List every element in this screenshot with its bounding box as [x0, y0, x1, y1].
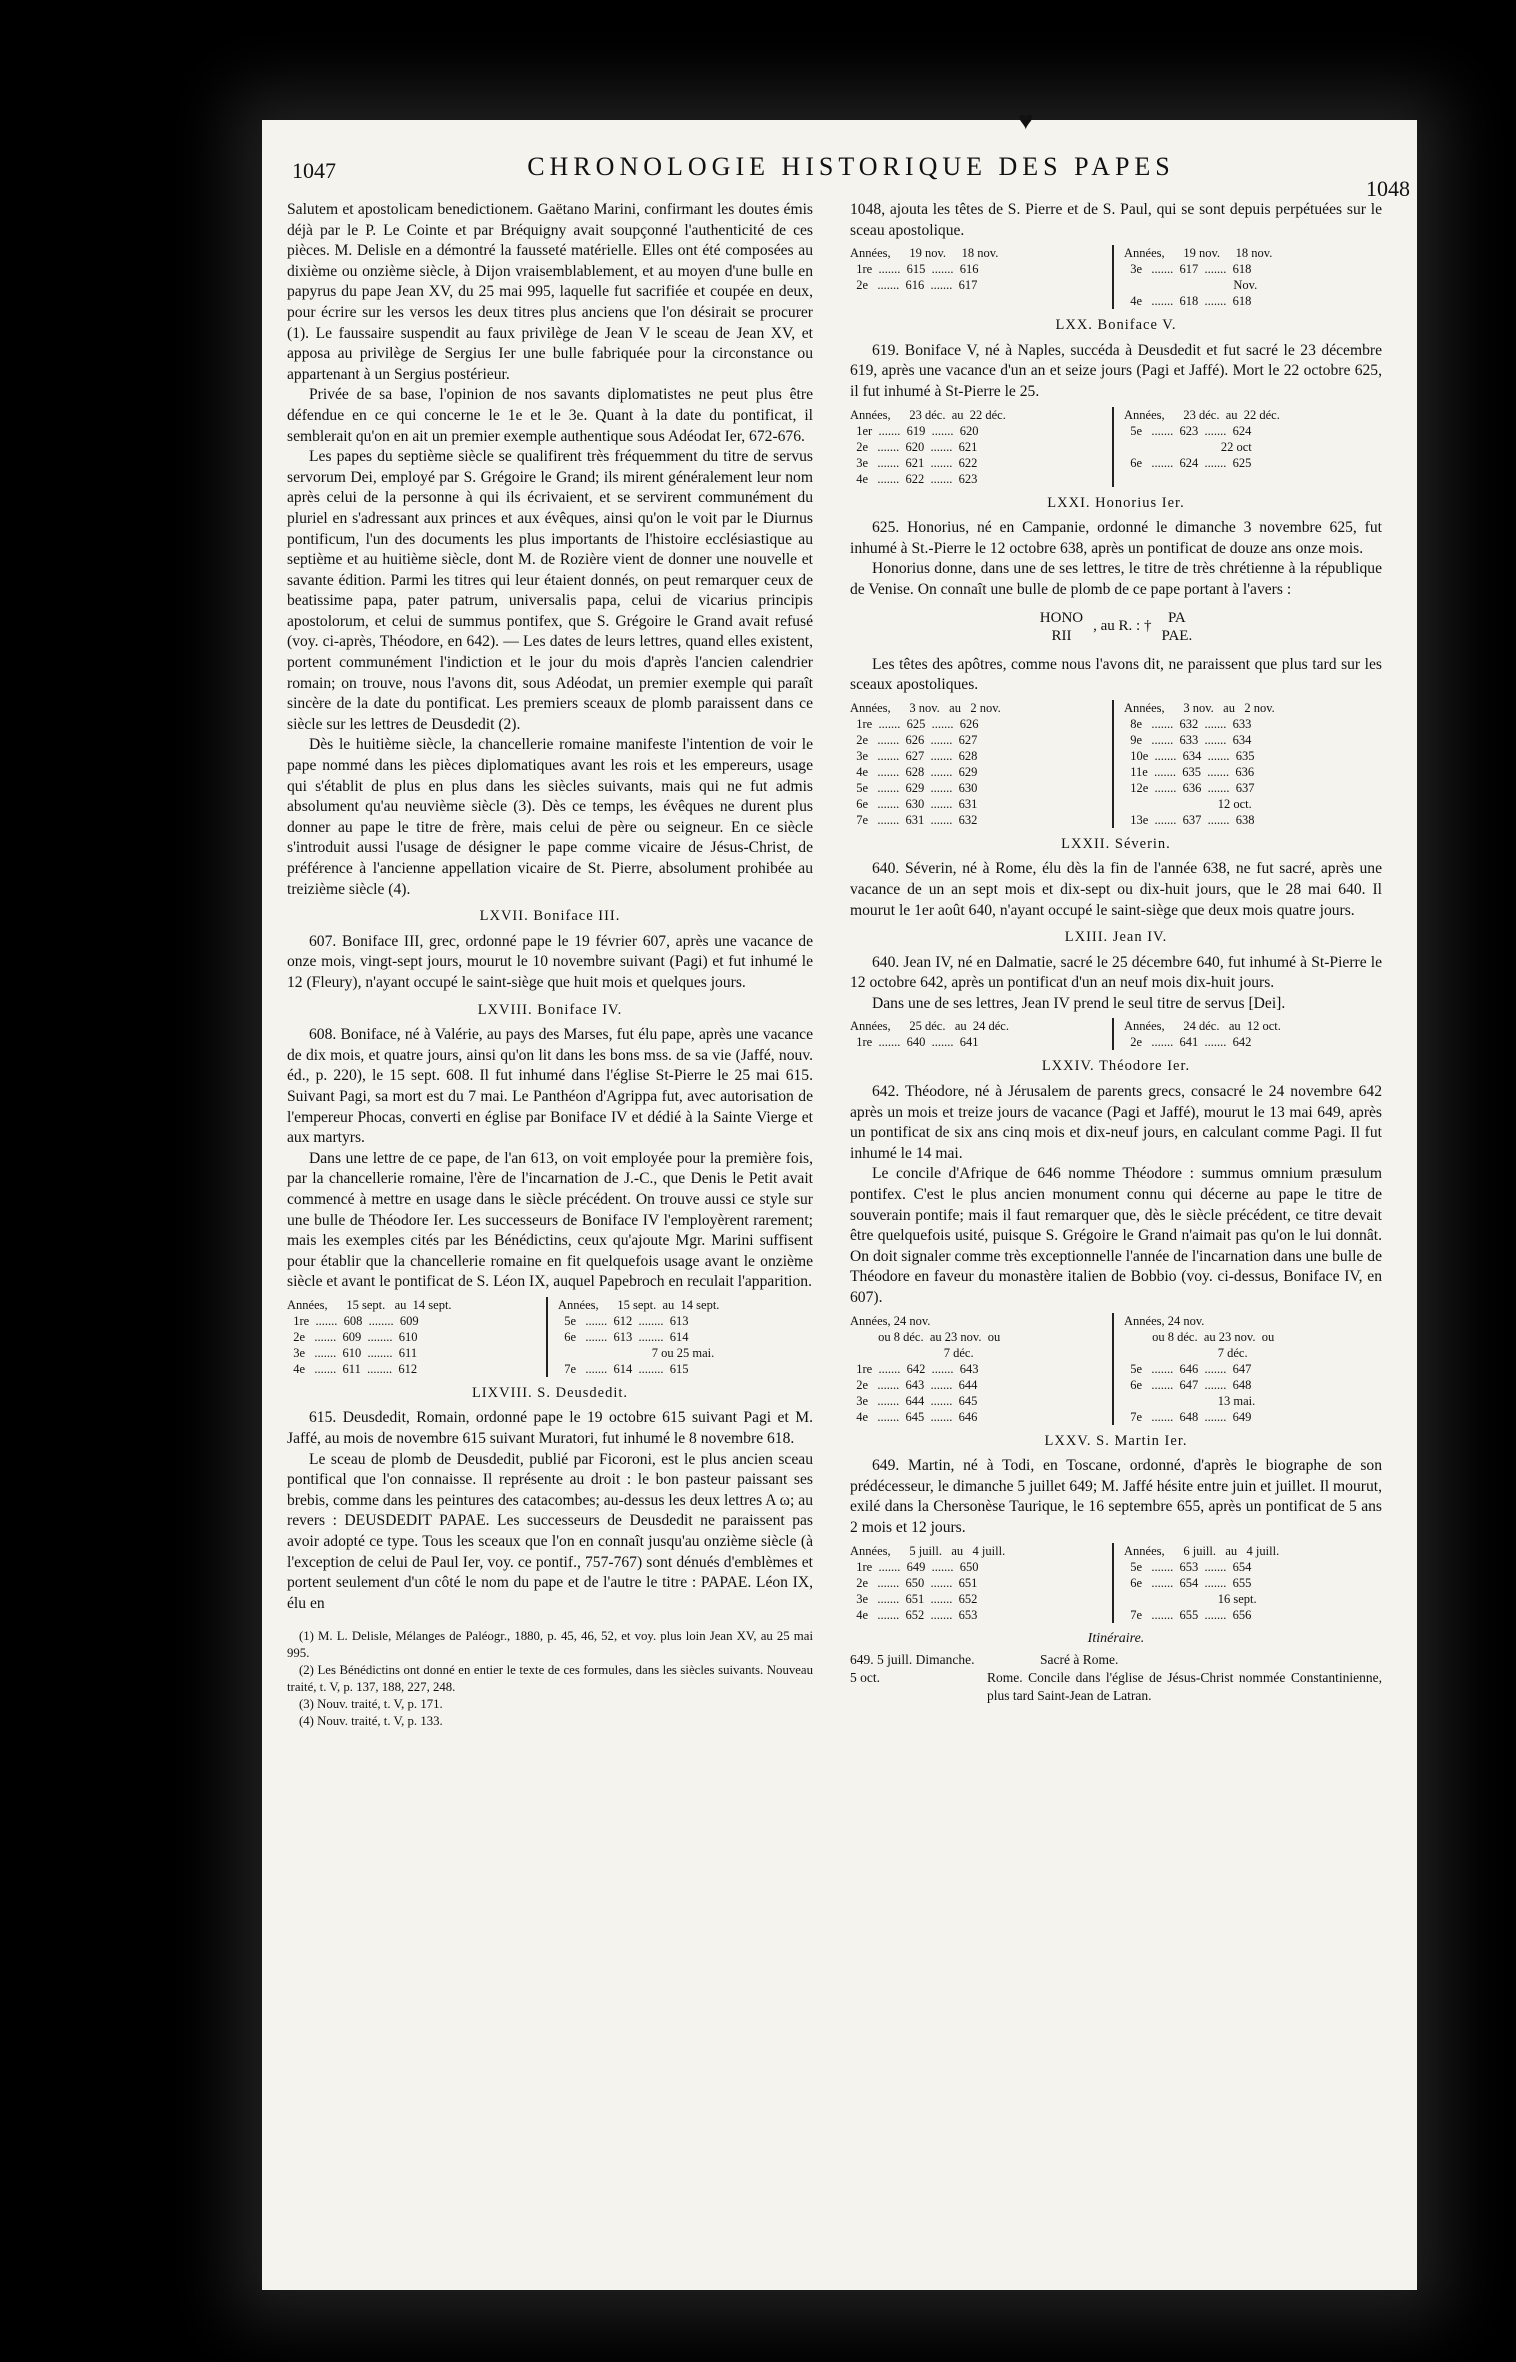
table-row: 6e ....... 613 ........ 614 — [558, 1329, 689, 1344]
table-row: 2e ....... 620 ....... 621 — [850, 439, 978, 454]
paragraph: 607. Boniface III, grec, ordonné pape le 19 février 607, après une vacance de onze mois, vingt-sept jours, mourut le 10 novembre suivant (Pagi) et fut inhumé le 12 (Fleury), n'ayant occupé le saint-siège que huit mois et quelques jours. — [287, 932, 813, 991]
table-row: 12 oct. — [1124, 796, 1252, 811]
seal-line: HONO — [1039, 609, 1084, 626]
paragraph: Salutem et apostolicam benedictionem. Gaëtano Marini, confirmant les doutes émis déjà par le P. Le Cointe et par Bréquigny avait soupçonné l'authenticité de ces pièces. M. Delisle en a démontré la fausseté matérielle. Elles ont été composées au dixième ou onzième siècle, à Dijon vraisemblablement, et au moyen d'une bulle en papyrus du pape Jean XV, du 25 mai 995, laquelle fut sacrifiée et coupée en deux, pour écrire sur les versos les deux titres plus anciens que l'on désirait se procurer (1). Le faussaire suspendit au faux privilège de Jean V le sceau de Jean XV, et apposa au privilège de Sergius Ier une bulle fabriquée pour la circonstance ou appartenant à un Sergius postérieur. — [287, 201, 813, 383]
table-row: 4e ....... 645 ....... 646 — [850, 1409, 978, 1424]
paragraph: Dans une de ses lettres, Jean IV prend le seul titre de servus [Dei]. — [872, 994, 1286, 1012]
right-column — [850, 200, 1382, 1705]
table-row: Années, 5 juill. au 4 juill. — [850, 1543, 1006, 1558]
paragraph: Les papes du septième siècle se qualifirent très fréquemment du titre de servus servorum Dei, employé par S. Grégoire le Grand; ils mirent généralement leur nom après celui de la personne à qui ils écrivaient, et se servirent communément du pluriel en s'adressant aux princes et aux évêques, ainsi qu'on le voit par le Diurnus pontificum, l'un des documents les plus importants de l'histoire ecclésiastique au septième et au huitième siècle, dont M. de Rozière vient de donner une nouvelle et savante édition. Parmi les titres qui leur étaient donnés, on peut remarquer ceux de beatissime papa, pater patrum, universalis papa, celui de vicarius principis apostolorum, et celui de summus pontifex, que S. Grégoire le Grand avait refusé (voy. ci-après, Théodore, en 642). — Les dates de leurs lettres, quand elles existent, portent communément l'indiction et le jour du mois d'après l'ancien calendrier romain; on trouve, nous l'avons dit, sous Adéodat, un premier exemple qui paraît sincère de la date du pontificat. Les premiers sceaux de plomb paraissent dans ce siècle sur les lettres de Deusdedit (2). — [287, 448, 813, 733]
footnotes — [287, 1628, 813, 1730]
footnote: (4) Nouv. traité, t. V, p. 133. — [299, 1714, 443, 1729]
table-row: 5e ....... 653 ....... 654 — [1124, 1559, 1252, 1574]
table-row: 7e ....... 614 ........ 615 — [558, 1361, 689, 1376]
paragraph: 642. Théodore, né à Jérusalem de parents grecs, consacré le 24 novembre 642 après un mois et treize jours de vacance (Pagi et Jaffé), mourut le 13 mai 649, après un pontificat de six ans cinq mois et dix-neuf jours, en calculant comme Pagi. Il fut inhumé le 14 mai. — [850, 1083, 1382, 1162]
table-row: 1re ....... 625 ....... 626 — [850, 716, 979, 731]
section-heading: LXXI. Honorius Ier. — [1047, 494, 1185, 511]
years-table — [850, 1543, 1382, 1623]
table-row: 4e ....... 611 ........ 612 — [287, 1361, 418, 1376]
table-row: 7 déc. — [850, 1345, 974, 1360]
paragraph: Honorius donne, dans une de ses lettres, le titre de très chrétienne à la république de Venise. On connaît une bulle de plomb de ce pape portant à l'avers : — [850, 560, 1382, 598]
table-row: 7e ....... 631 ....... 632 — [850, 812, 978, 827]
left-page-number: 1047 — [292, 158, 336, 183]
years-table-left — [850, 407, 1108, 487]
table-row: 22 oct — [1124, 439, 1252, 454]
table-row: 7e ....... 648 ....... 649 — [1124, 1409, 1252, 1424]
table-row: Années, 24 nov. — [1124, 1313, 1205, 1328]
footnote: (2) Les Bénédictins ont donné en entier le texte de ces formules, dans les siècles suivants. Nouveau traité, t. V, p. 137, 188, 227, 248. — [287, 1663, 813, 1695]
table-row: 7e ....... 655 ....... 656 — [1124, 1607, 1252, 1622]
table-row: Années, 15 sept. au 14 sept. — [558, 1297, 720, 1312]
table-row: 3e ....... 621 ....... 622 — [850, 455, 978, 470]
paragraph: 625. Honorius, né en Campanie, ordonné le dimanche 3 novembre 625, fut inhumé à St.-Pierre le 12 octobre 638, après un pontificat de douze ans onze mois. — [850, 519, 1382, 557]
paragraph: 619. Boniface V, né à Naples, succéda à Deusdedit et fut sacré le 23 décembre 619, après une vacance d'un an et seize jours (Pagi et Jaffé). Mort le 22 octobre 625, il fut inhumé à St-Pierre le 25. — [850, 341, 1382, 400]
years-table-right — [546, 1297, 813, 1377]
years-table-left — [850, 245, 1108, 309]
paragraph: 640. Séverin, né à Rome, élu dès la fin de l'année 638, ne fut sacré, après une vacance de un an sept mois et dix-sept ou dix-huit jours, que le 28 mai 640. Il mourut le 1er août 640, n'ayant occupé le saint-siège que deux mois quatre jours. — [850, 860, 1382, 919]
years-table — [850, 700, 1382, 828]
table-row: 13 mai. — [1124, 1393, 1256, 1408]
section-heading: LIXVIII. S. Deusdedit. — [471, 1384, 629, 1401]
section-heading: LXVII. Boniface III. — [479, 908, 621, 925]
table-row: Années, 15 sept. au 14 sept. — [287, 1297, 452, 1312]
paragraph: 1048, ajouta les têtes de S. Pierre et de S. Paul, qui se sont depuis perpétuées sur le sceau apostolique. — [850, 201, 1382, 239]
running-title: CHRONOLOGIE HISTORIQUE DES PAPES — [527, 152, 1175, 181]
table-row: 2e ....... 643 ....... 644 — [850, 1377, 978, 1392]
section-heading: LXVIII. Boniface IV. — [477, 1001, 623, 1018]
footnote: (3) Nouv. traité, t. V, p. 171. — [299, 1697, 443, 1712]
table-row: 12e ....... 636 ....... 637 — [1124, 780, 1255, 795]
table-row: Années, 19 nov. 18 nov. — [1124, 246, 1273, 261]
table-row: 8e ....... 632 ....... 633 — [1124, 716, 1252, 731]
years-table-right — [1112, 700, 1382, 828]
paragraph: Dès le huitième siècle, la chancellerie romaine manifeste l'intention de voir le pape nommé dans les pièces diplomatiques avant les rois et les empereurs, usage qui s'établit de plus en plus dans les siècles suivants, mais qui ne fut admis absolument qu'au neuvième siècle (3). Dès ce temps, les évêques ne durent plus donner au pape le titre de frère, mais celui de père ou seigneur. En ce siècle s'introduit aussi l'usage de désigner le pape comme vicaire de Jésus-Christ, de préférence à l'ancienne appellation vicaire de St. Pierre, absolument prohibée au treizième siècle (4). — [287, 736, 813, 898]
paragraph: 649. Martin, né à Todi, en Toscane, ordonné, d'après le biographe de son prédécesseur, le dimanche 5 juillet 649; M. Jaffé hésite entre juin et juillet. Il mourut, exilé dans la Chersonèse Taurique, le 16 septembre 655, après un pontificat de 5 ans 2 mois et 12 jours. — [850, 1457, 1382, 1536]
ink-mark: ♥ — [1018, 106, 1034, 135]
table-row: Années, 23 déc. au 22 déc. — [1124, 407, 1280, 422]
paragraph: Dans une lettre de ce pape, de l'an 613, on voit employée pour la première fois, par la chancellerie romaine, l'ère de l'incarnation de J.-C., que Denis le Petit avait commencé à mettre en usage dans le siècle précédent. On trouve aussi ce style sur une bulle de Théodore Ier. Les successeurs de Boniface IV l'employèrent rarement; mais les exemples cités par les Bénédictins, ceux qu'ajoute Mgr. Marini suffisent pour établir que la chancellerie romaine en fit quelquefois usage avant le onzième siècle et avant le pontificat de S. Léon IX, auquel Papebroch en reculait l'apparition. — [287, 1149, 813, 1291]
table-row: 7 déc. — [1124, 1345, 1248, 1360]
paragraph: Le concile d'Afrique de 646 nomme Théodore : summus omnium præsulum pontifex. C'est le plus ancien monument connu qui décerne au pape le titre de souverain pontife; mais il faut remarquer que, dès le siècle précédent, ce titre devait être quelquefois usité, puisque S. Grégoire le Grand n'aimait pas qu'on le lui donnât. On doit signaler comme très exceptionnelle l'année de l'incarnation dans une bulle de Théodore en faveur du monastère italien de Bobbio (voy. ci-dessus, Boniface IV, en 607). — [850, 1165, 1382, 1306]
table-row: 2e ....... 650 ....... 651 — [850, 1575, 978, 1590]
table-row: Années, 25 déc. au 24 déc. — [850, 1019, 1009, 1034]
section-heading: LXX. Boniface V. — [1055, 317, 1177, 334]
table-row: Années, 3 nov. au 2 nov. — [1124, 700, 1275, 715]
table-row: 3e ....... 627 ....... 628 — [850, 748, 978, 763]
table-row: 1re ....... 640 ....... 641 — [850, 1035, 979, 1050]
years-table-right — [1112, 407, 1382, 487]
table-row: 9e ....... 633 ....... 634 — [1124, 732, 1252, 747]
right-page-number: 1048 — [1366, 176, 1410, 201]
years-table-left — [850, 1018, 1108, 1050]
table-row: 5e ....... 623 ....... 624 — [1124, 423, 1252, 438]
left-column — [287, 200, 813, 1730]
years-table — [850, 245, 1382, 309]
section-heading: LXXII. Séverin. — [1061, 835, 1171, 852]
years-table-right — [1112, 245, 1382, 309]
years-table-right — [1112, 1313, 1382, 1425]
table-row: 6e ....... 647 ....... 648 — [1124, 1377, 1252, 1392]
years-table — [850, 1313, 1382, 1425]
itinerary-date: 5 oct. — [850, 1670, 880, 1686]
years-table-left — [287, 1297, 542, 1377]
table-row: 13e ....... 637 ....... 638 — [1124, 812, 1255, 827]
table-row: 5e ....... 646 ....... 647 — [1124, 1361, 1252, 1376]
years-table-left — [850, 700, 1108, 828]
itinerary-date: 649. 5 juill. Dimanche. — [850, 1652, 975, 1668]
table-row: 1er ....... 619 ....... 620 — [850, 423, 979, 438]
table-row: 5e ....... 612 ........ 613 — [558, 1313, 689, 1328]
years-table-right — [1112, 1543, 1382, 1623]
table-row: Nov. — [1124, 278, 1258, 293]
table-row: Années, 19 nov. 18 nov. — [850, 246, 999, 261]
table-row: 3e ....... 610 ........ 611 — [287, 1345, 418, 1360]
paragraph: Les têtes des apôtres, comme nous l'avons dit, ne paraissent que plus tard sur les sceaux apostoliques. — [850, 655, 1382, 694]
section-heading: LXXIV. Théodore Ier. — [1041, 1058, 1191, 1075]
table-row: 10e ....... 634 ....... 635 — [1124, 748, 1255, 763]
table-row: 1re ....... 608 ........ 609 — [287, 1313, 419, 1328]
table-row: 3e ....... 617 ....... 618 — [1124, 262, 1252, 277]
itinerary-row — [850, 1651, 1382, 1669]
years-table-left — [850, 1313, 1108, 1425]
table-row: ou 8 déc. au 23 nov. ou — [850, 1329, 1001, 1344]
seal-line: RII — [1051, 627, 1072, 644]
table-row: 2e ....... 641 ....... 642 — [1124, 1035, 1252, 1050]
paragraph: 615. Deusdedit, Romain, ordonné pape le 19 octobre 615 suivant Pagi et M. Jaffé, au mois de novembre 615 suivant Muratori, fut inhumé le 8 novembre 618. — [287, 1409, 813, 1448]
table-row: Années, 24 nov. — [850, 1313, 931, 1328]
years-table — [287, 1297, 813, 1377]
seal-line: PA — [1167, 609, 1186, 626]
itinerary-place: Rome. Concile dans l'église de Jésus-Christ nommée Constantinienne, plus tard Saint-Jean de Latran. — [986, 1670, 1382, 1704]
section-heading: LXXV. S. Martin Ier. — [1044, 1432, 1188, 1449]
itinerary-title: Itinéraire. — [1087, 1630, 1145, 1646]
table-row: 4e ....... 628 ....... 629 — [850, 764, 978, 779]
table-row: 2e ....... 609 ........ 610 — [287, 1329, 418, 1344]
table-row: 6e ....... 654 ....... 655 — [1124, 1575, 1252, 1590]
seal-inscription — [850, 609, 1382, 645]
table-row: ou 8 déc. au 23 nov. ou — [1124, 1329, 1275, 1344]
table-row: 7 ou 25 mai. — [558, 1345, 715, 1360]
table-row: 3e ....... 651 ....... 652 — [850, 1591, 978, 1606]
seal-separator: , au R. : † — [1093, 618, 1152, 635]
table-row: Années, 23 déc. au 22 déc. — [850, 407, 1006, 422]
page-header — [292, 152, 1410, 201]
table-row: 2e ....... 616 ....... 617 — [850, 278, 978, 293]
table-row: 3e ....... 644 ....... 645 — [850, 1393, 978, 1408]
table-row: 1re ....... 649 ....... 650 — [850, 1559, 979, 1574]
years-table — [850, 1018, 1382, 1050]
itinerary-place: Sacré à Rome. — [1040, 1652, 1119, 1668]
table-row: 6e ....... 624 ....... 625 — [1124, 455, 1252, 470]
seal-line: PAE. — [1161, 627, 1193, 644]
table-row: 4e ....... 622 ....... 623 — [850, 471, 978, 486]
table-row: 4e ....... 652 ....... 653 — [850, 1607, 978, 1622]
table-row: 1re ....... 615 ....... 616 — [850, 262, 979, 277]
table-row: 4e ....... 618 ....... 618 — [1124, 294, 1252, 309]
table-row: 6e ....... 630 ....... 631 — [850, 796, 978, 811]
table-row: 5e ....... 629 ....... 630 — [850, 780, 978, 795]
table-row: 1re ....... 642 ....... 643 — [850, 1361, 979, 1376]
table-row: 11e ....... 635 ....... 636 — [1124, 764, 1255, 779]
table-row: 2e ....... 626 ....... 627 — [850, 732, 978, 747]
itinerary-row — [850, 1669, 1382, 1705]
table-row: Années, 3 nov. au 2 nov. — [850, 700, 1001, 715]
table-row: Années, 6 juill. au 4 juill. — [1124, 1543, 1280, 1558]
section-heading: LXIII. Jean IV. — [1064, 929, 1168, 946]
table-row: Années, 24 déc. au 12 oct. — [1124, 1019, 1281, 1034]
paragraph: Privée de sa base, l'opinion de nos savants diplomatistes ne peut plus être défendue en ce qui concerne le 1e et le 3e. Quant à la date du pontificat, il semblerait qu'on en ait un premier exemple authentique sous Adéodat Ier, 672-676. — [287, 386, 813, 445]
paragraph: Le sceau de plomb de Deusdedit, publié par Ficoroni, est le plus ancien sceau pontifical que l'on connaisse. Il représente au droit : le bon pasteur paissant ses brebis, comme dans les peintures des catacombes; au-dessus les deux lettres A ω; au revers : DEUSDEDIT PAPAE. Les successeurs de Deusdedit ne paraissent pas avoir adopté ce type. Tous les sceaux que l'on en connaît jusqu'au onzième siècle (à l'exception de celui de Paul Ier, voy. ce pontif., 757-767) sont dénués d'emblèmes et portent seulement d'un côté le nom du pape et de l'autre le titre : PAPAE. Léon IX, élu en — [287, 1450, 813, 1612]
table-row: 16 sept. — [1124, 1591, 1257, 1606]
paragraph: 608. Boniface, né à Valérie, au pays des Marses, fut élu pape, après une vacance de dix mois, et quatre jours, ainsi qu'on lit dans les bons mss. de sa vie (Jaffé, nouv. éd., p. 220), le 15 sept. 608. Il fut inhumé dans l'église St-Pierre le 25 mai 615. Suivant Pagi, sa mort est du 7 mai. Le Panthéon d'Agrippa fut, avec autorisation de l'empereur Phocas, converti en église par Boniface IV et dédié à la Sainte Vierge et aux martyrs. — [287, 1026, 813, 1147]
years-table-left — [850, 1543, 1108, 1623]
paragraph: 640. Jean IV, né en Dalmatie, sacré le 25 décembre 640, fut inhumé à St-Pierre le 12 octobre 642, après un pontificat d'un an neuf mois dix-huit jours. — [850, 953, 1382, 992]
years-table-right — [1112, 1018, 1382, 1050]
footnote: (1) M. L. Delisle, Mélanges de Paléogr., 1880, p. 45, 46, 52, et voy. plus loin Jean XV, au 25 mai 995. — [287, 1629, 813, 1661]
years-table — [850, 407, 1382, 487]
